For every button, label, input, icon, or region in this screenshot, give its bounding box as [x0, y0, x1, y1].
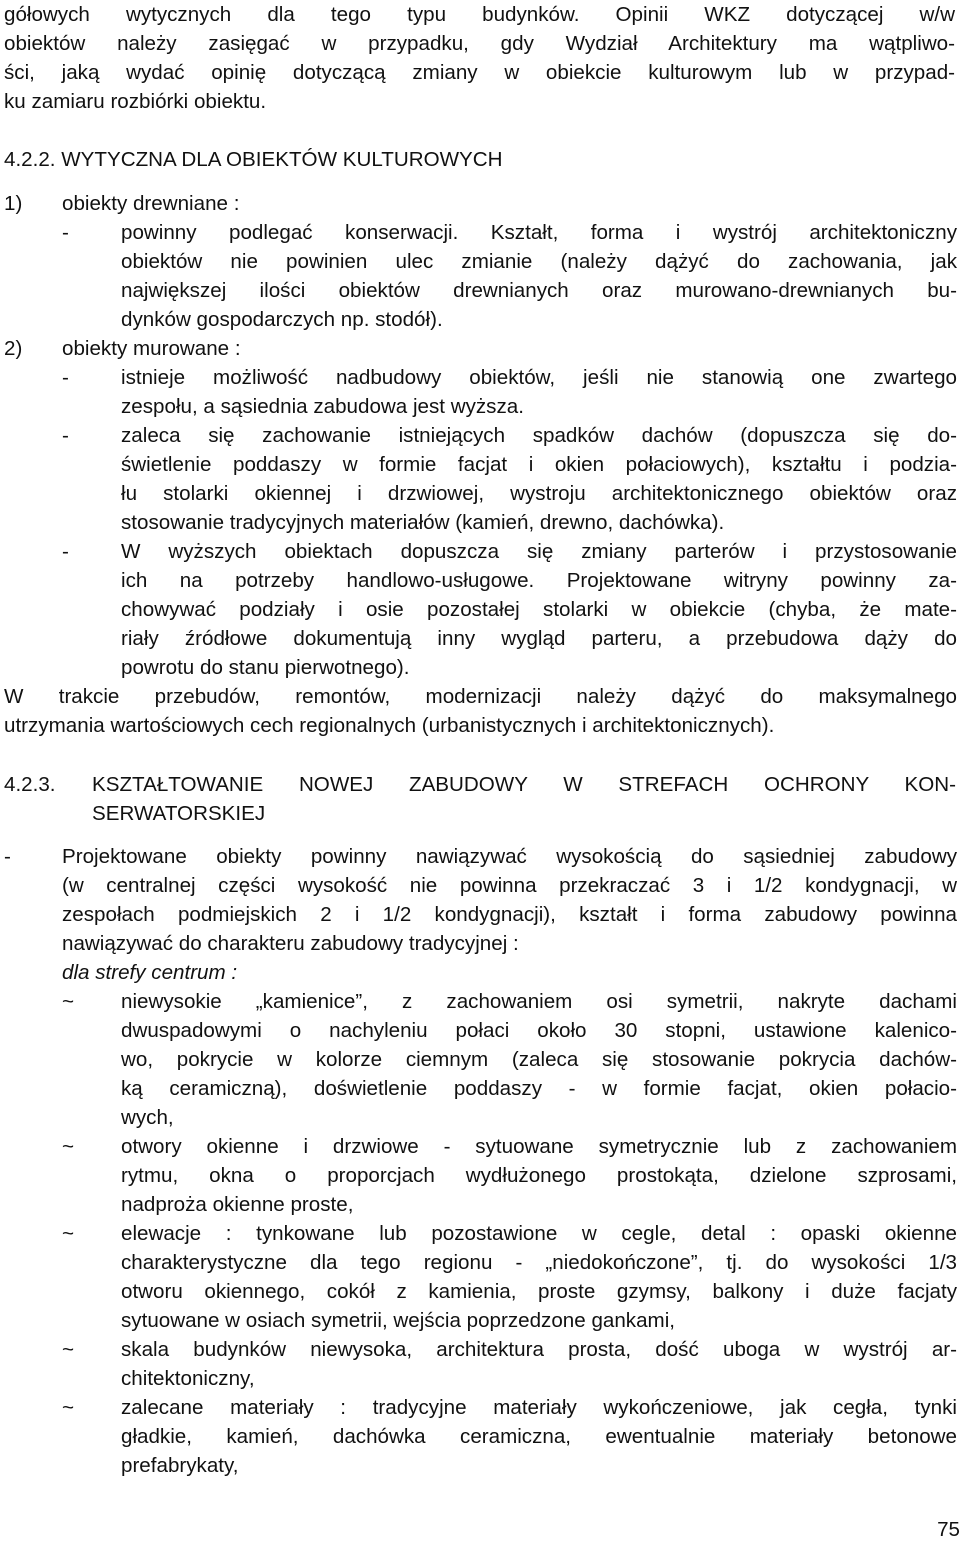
tilde-item-1-line-3: wo, pokrycie w kolorze ciemnym (zaleca się stosowanie pokrycia dachów-	[121, 1048, 957, 1071]
tilde-item-4-marker: ~	[62, 1338, 75, 1361]
tilde-item-1-line-2: dwuspadowymi o nachyleniu połaci około 30 stopni, ustawione kalenico-	[121, 1019, 957, 1042]
tilde-item-3-line-1: elewacje : tynkowane lub pozostawione w cegle, detal : opaski okienne	[121, 1222, 957, 1245]
section-heading-4-2-3-line-1: KSZTAŁTOWANIE NOWEJ ZABUDOWY W STREFACH OCHRONY KON-	[92, 773, 956, 796]
para-dash-marker: -	[4, 845, 11, 868]
closing-line-2: utrzymania wartościowych cech regionalnych (urbanistycznych i architektonicznych).	[4, 714, 775, 737]
item-2-bullet-2-line-4: stosowanie tradycyjnych materiałów (kamień, drewno, dachówka).	[121, 511, 725, 534]
item-1-line-4: dynków gospodarczych np. stodół).	[121, 308, 443, 331]
item-2-bullet-1-marker: -	[62, 366, 69, 389]
item-2-bullet-1-line-2: zespołu, a sąsiednia zabudowa jest wyższa.	[121, 395, 524, 418]
tilde-item-3-line-3: otworu okiennego, cokół z kamienia, proste gzymsy, balkony i duże facjaty	[121, 1280, 957, 1303]
intro-line-1: gółowych wytycznych dla tego typu budynków. Opinii WKZ dotyczącej w/w	[4, 3, 955, 26]
tilde-item-1-line-5: wych,	[121, 1106, 174, 1129]
tilde-item-2-line-2: rytmu, okna o proporcjach wydłużonego prostokąta, dzielone szprosami,	[121, 1164, 957, 1187]
tilde-item-4-line-1: skala budynków niewysoka, architektura prosta, dość uboga w wystrój ar-	[121, 1338, 957, 1361]
item-1-line-2: obiektów nie powinien ulec zmianie (należy dążyć do zachowania, jak	[121, 250, 957, 273]
closing-line-1: W trakcie przebudów, remontów, modernizacji należy dążyć do maksymalnego	[4, 685, 957, 708]
tilde-item-5-line-2: gładkie, kamień, dachówka ceramiczna, ewentualnie materiały betonowe	[121, 1425, 957, 1448]
tilde-item-3-line-4: sytuowane w osiach symetrii, wejścia poprzedzone gankami,	[121, 1309, 675, 1332]
tilde-item-2-line-3: nadproża okienne proste,	[121, 1193, 354, 1216]
item-2-title: obiekty murowane :	[62, 337, 241, 360]
item-1-line-1: powinny podlegać konserwacji. Kształt, forma i wystrój architektoniczny	[121, 221, 957, 244]
tilde-item-1-line-1: niewysokie „kamienice”, z zachowaniem osi symetrii, nakryte dachami	[121, 990, 957, 1013]
intro-line-4: ku zamiaru rozbiórki obiektu.	[4, 90, 267, 113]
tilde-item-5-marker: ~	[62, 1396, 75, 1419]
para-line-2: (w centralnej części wysokość nie powinna przekraczać 3 i 1/2 kondygnacji, w	[62, 874, 957, 897]
item-1-line-3: największej ilości obiektów drewnianych oraz murowano-drewnianych bu-	[121, 279, 957, 302]
item-2-bullet-3-line-1: W wyższych obiektach dopuszcza się zmiany parterów i przystosowanie	[121, 540, 957, 563]
item-2-bullet-1-line-1: istnieje możliwość nadbudowy obiektów, jeśli nie stanowią one zwartego	[121, 366, 957, 389]
para-line-1: Projektowane obiekty powinny nawiązywać wysokością do sąsiedniej zabudowy	[62, 845, 957, 868]
tilde-item-1-line-4: ką ceramiczną), doświetlenie poddaszy - w formie facjat, okien połacio-	[121, 1077, 957, 1100]
item-2-label: 2)	[4, 337, 23, 360]
item-2-bullet-3-line-3: chowywać podziały i osie pozostałej stolarki w obiekcie (chyba, że mate-	[121, 598, 957, 621]
tilde-item-2-line-1: otwory okienne i drzwiowe - sytuowane symetrycznie lub z zachowaniem	[121, 1135, 957, 1158]
section-heading-4-2-2: 4.2.2. WYTYCZNA DLA OBIEKTÓW KULTUROWYCH	[4, 148, 503, 171]
item-1-title: obiekty drewniane :	[62, 192, 240, 215]
section-number-4-2-3: 4.2.3.	[4, 773, 56, 796]
tilde-item-5-line-3: prefabrykaty,	[121, 1454, 239, 1477]
tilde-item-5-line-1: zalecane materiały : tradycyjne materiały wykończeniowe, jak cegła, tynki	[121, 1396, 957, 1419]
subheading-centrum: dla strefy centrum :	[62, 961, 238, 984]
para-line-4: nawiązywać do charakteru zabudowy tradycyjnej :	[62, 932, 519, 955]
item-2-bullet-3-line-2: ich na potrzeby handlowo-usługowe. Projektowane witryny powinny za-	[121, 569, 957, 592]
tilde-item-2-marker: ~	[62, 1135, 75, 1158]
item-2-bullet-2-line-1: zaleca się zachowanie istniejących spadków dachów (dopuszcza się do-	[121, 424, 957, 447]
item-1-bullet: -	[62, 221, 69, 244]
intro-line-3: ści, jaką wydać opinię dotyczącą zmiany w obiekcie kulturowym lub w przypad-	[4, 61, 955, 84]
tilde-item-3-line-2: charakterystyczne dla tego regionu - „niedokończone”, tj. do wysokości 1/3	[121, 1251, 957, 1274]
item-2-bullet-3-line-5: powrotu do stanu pierwotnego).	[121, 656, 410, 679]
item-2-bullet-3-marker: -	[62, 540, 69, 563]
item-2-bullet-2-line-2: świetlenie poddaszy w formie facjat i okien połaciowych), kształtu i podzia-	[121, 453, 957, 476]
item-2-bullet-2-marker: -	[62, 424, 69, 447]
para-line-3: zespołach podmiejskich 2 i 1/2 kondygnacji), kształt i forma zabudowy powinna	[62, 903, 957, 926]
tilde-item-4-line-2: chitektoniczny,	[121, 1367, 255, 1390]
item-2-bullet-3-line-4: riały źródłowe dokumentują inny wygląd parteru, a przebudowa dąży do	[121, 627, 957, 650]
item-2-bullet-2-line-3: łu stolarki okiennej i drzwiowej, wystroju architektonicznego obiektów oraz	[121, 482, 957, 505]
tilde-item-3-marker: ~	[62, 1222, 75, 1245]
page-number: 75	[937, 1518, 960, 1541]
intro-line-2: obiektów należy zasięgać w przypadku, gdy Wydział Architektury ma wątpliwo-	[4, 32, 955, 55]
tilde-item-1-marker: ~	[62, 990, 75, 1013]
section-heading-4-2-3-line-2: SERWATORSKIEJ	[92, 802, 266, 825]
item-1-label: 1)	[4, 192, 23, 215]
